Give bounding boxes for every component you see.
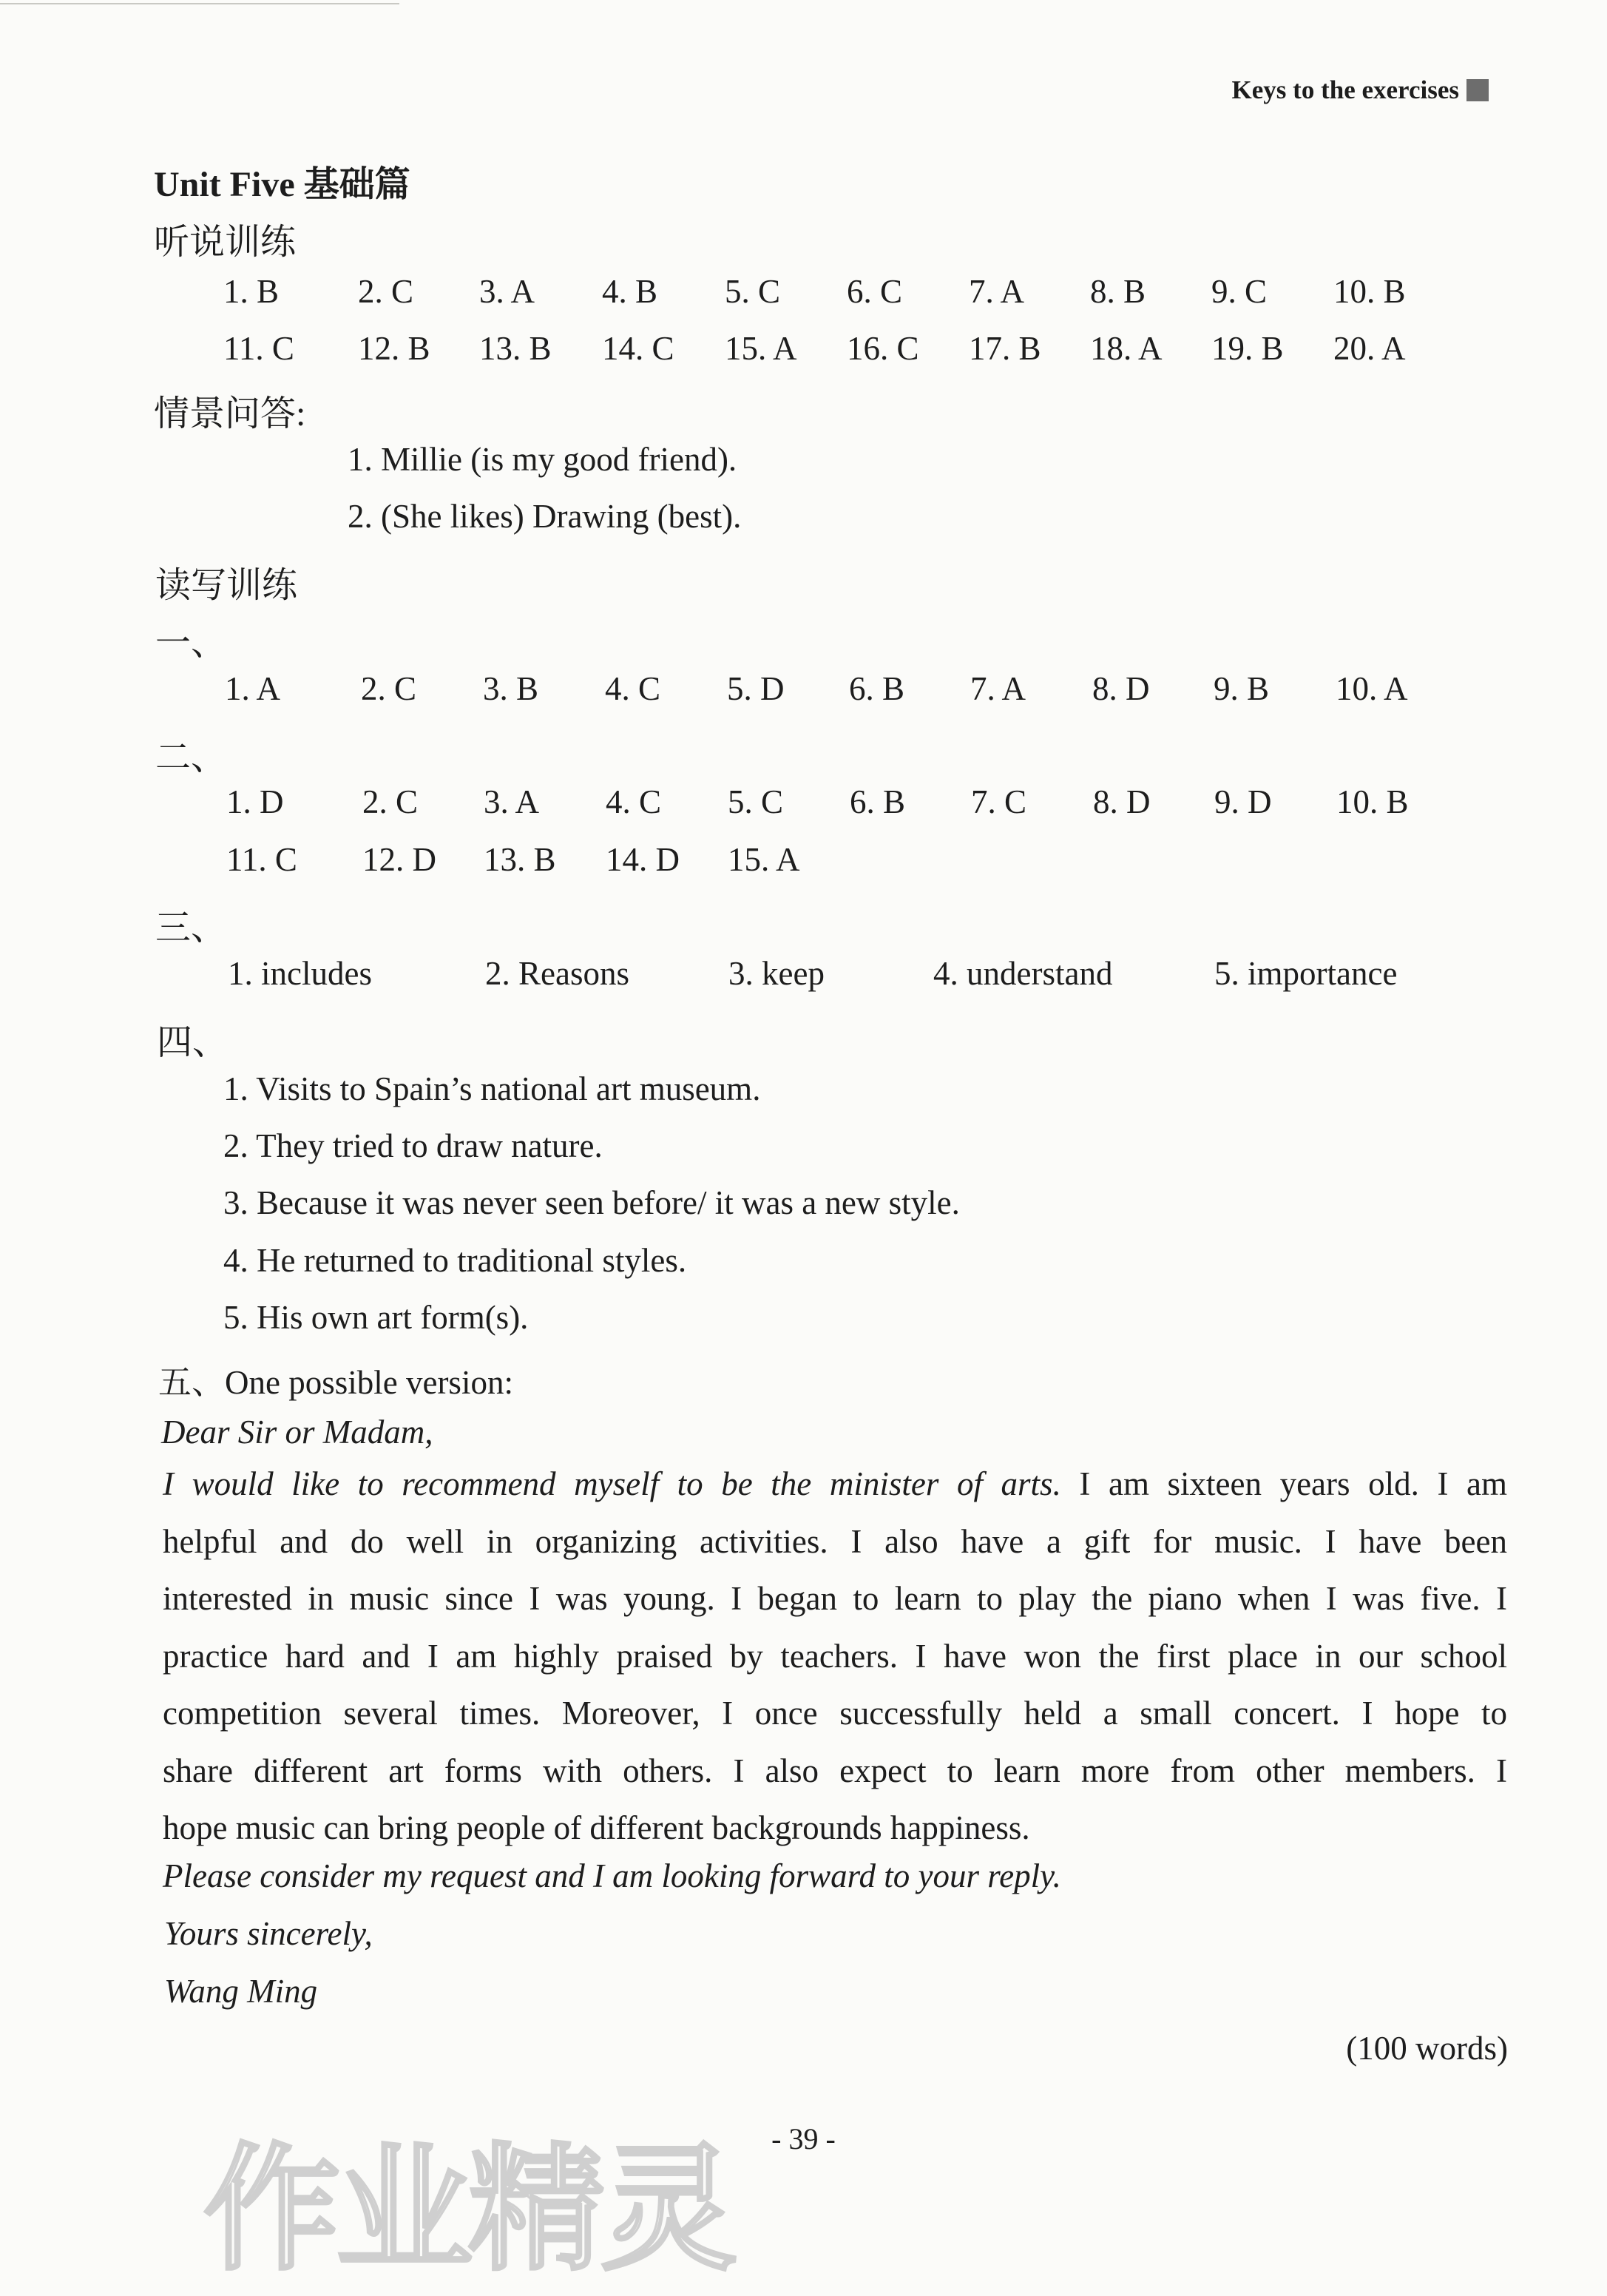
answer: 20. A xyxy=(1333,330,1406,367)
answer: 5. C xyxy=(725,273,781,310)
answer: 7. A xyxy=(969,273,1025,310)
answer: 15. A xyxy=(725,330,797,367)
answer: 16. C xyxy=(847,330,919,367)
answer: 7. A xyxy=(970,670,1026,707)
answer: 6. B xyxy=(849,670,905,707)
answer: 1. B xyxy=(223,273,280,310)
letter-salutation: Dear Sir or Madam, xyxy=(161,1414,433,1451)
letter-line: practice hard and I am highly praised by teachers. I have won the first place in our school xyxy=(163,1637,1507,1675)
answer: 2. C xyxy=(358,273,414,310)
page-number: - 39 - xyxy=(771,2122,836,2155)
answer: 13. B xyxy=(484,841,556,878)
answer: 11. C xyxy=(226,841,297,878)
part-4-answer-3: 3. Because it was never seen before/ it was a new style. xyxy=(223,1184,960,1221)
answer: 4. C xyxy=(605,670,661,707)
letter-closing-request: Please consider my request and I am looking forward to your reply. xyxy=(163,1857,1061,1894)
qa-heading: 情景问答: xyxy=(154,394,306,433)
answer: 2. Reasons xyxy=(485,955,629,992)
answer: 12. D xyxy=(362,841,436,878)
unit-title: Unit Five 基础篇 xyxy=(154,165,410,204)
letter-line: hope music can bring people of different backgrounds happiness. xyxy=(163,1809,1030,1846)
answer: 19. B xyxy=(1211,330,1284,367)
answer: 1. D xyxy=(226,783,284,820)
answer: 12. B xyxy=(358,330,430,367)
answer: 1. A xyxy=(225,670,281,707)
answer: 5. C xyxy=(728,783,784,820)
letter-line xyxy=(163,1456,1507,1513)
answer: 5. D xyxy=(727,670,785,707)
answer: 4. B xyxy=(602,273,658,310)
part-3-label: 三、 xyxy=(155,908,227,948)
qa-answer-2: 2. (She likes) Drawing (best). xyxy=(348,498,742,535)
letter-line: share different art forms with others. I also expect to learn more from other members. I xyxy=(163,1752,1507,1789)
header-square-icon xyxy=(1466,79,1489,101)
answer: 8. B xyxy=(1090,273,1146,310)
answer: 5. importance xyxy=(1214,955,1398,992)
answer: 2. C xyxy=(361,670,417,707)
answer: 3. B xyxy=(483,670,539,707)
top-rule xyxy=(0,3,399,4)
answer: 3. A xyxy=(484,783,540,820)
part-4-answer-5: 5. His own art form(s). xyxy=(223,1299,529,1336)
part-4-answer-1: 1. Visits to Spain’s national art museum. xyxy=(223,1070,761,1107)
answer: 9. D xyxy=(1214,783,1272,820)
answer: 10. B xyxy=(1333,273,1406,310)
word-count: (100 words) xyxy=(1346,2030,1508,2067)
answer: 13. B xyxy=(479,330,552,367)
answer: 10. B xyxy=(1336,783,1409,820)
answer: 6. B xyxy=(850,783,906,820)
qa-answer-1: 1. Millie (is my good friend). xyxy=(348,441,737,478)
answer: 17. B xyxy=(969,330,1041,367)
part-2-label: 二、 xyxy=(155,738,227,777)
letter-body xyxy=(163,1456,1507,1857)
answer: 14. D xyxy=(606,841,680,878)
answer: 18. A xyxy=(1090,330,1163,367)
running-header: Keys to the exercises xyxy=(1232,75,1489,105)
letter-sign-off: Yours sincerely, xyxy=(164,1915,373,1952)
answer: 15. A xyxy=(728,841,800,878)
answer: 9. B xyxy=(1214,670,1270,707)
answer: 11. C xyxy=(223,330,294,367)
answer: 4. understand xyxy=(933,955,1113,992)
letter-line-text: I am sixteen years old. I am xyxy=(1060,1465,1507,1502)
answer: 8. D xyxy=(1093,783,1151,820)
answer: 9. C xyxy=(1211,273,1268,310)
answer: 1. includes xyxy=(228,955,372,992)
answer: 7. C xyxy=(971,783,1027,820)
watermark: 作业精灵 xyxy=(203,2130,733,2289)
part-4-label: 四、 xyxy=(157,1023,229,1062)
answer: 3. keep xyxy=(728,955,825,992)
letter-line: competition several times. Moreover, I once successfully held a small concert. I hope to xyxy=(163,1695,1507,1732)
listening-heading: 听说训练 xyxy=(154,223,297,262)
reading-heading: 读写训练 xyxy=(155,566,298,605)
answer: 6. C xyxy=(847,273,903,310)
part-5-label: 五、One possible version: xyxy=(158,1364,513,1401)
answer: 8. D xyxy=(1092,670,1150,707)
answer: 4. C xyxy=(606,783,662,820)
part-4-answer-2: 2. They tried to draw nature. xyxy=(223,1127,603,1164)
answer: 3. A xyxy=(479,273,535,310)
answer: 14. C xyxy=(602,330,674,367)
letter-line: helpful and do well in organizing activities. I also have a gift for music. I have been xyxy=(163,1522,1507,1560)
answer: 10. A xyxy=(1336,670,1408,707)
answer: 2. C xyxy=(362,783,419,820)
part-4-answer-4: 4. He returned to traditional styles. xyxy=(223,1242,687,1279)
letter-lead-italic: I would like to recommend myself to be the minister of arts. xyxy=(163,1465,1061,1502)
letter-signature: Wang Ming xyxy=(164,1973,318,2010)
letter-line: interested in music since I was young. I began to learn to play the piano when I was five. I xyxy=(163,1580,1507,1617)
part-1-label: 一、 xyxy=(155,624,227,663)
